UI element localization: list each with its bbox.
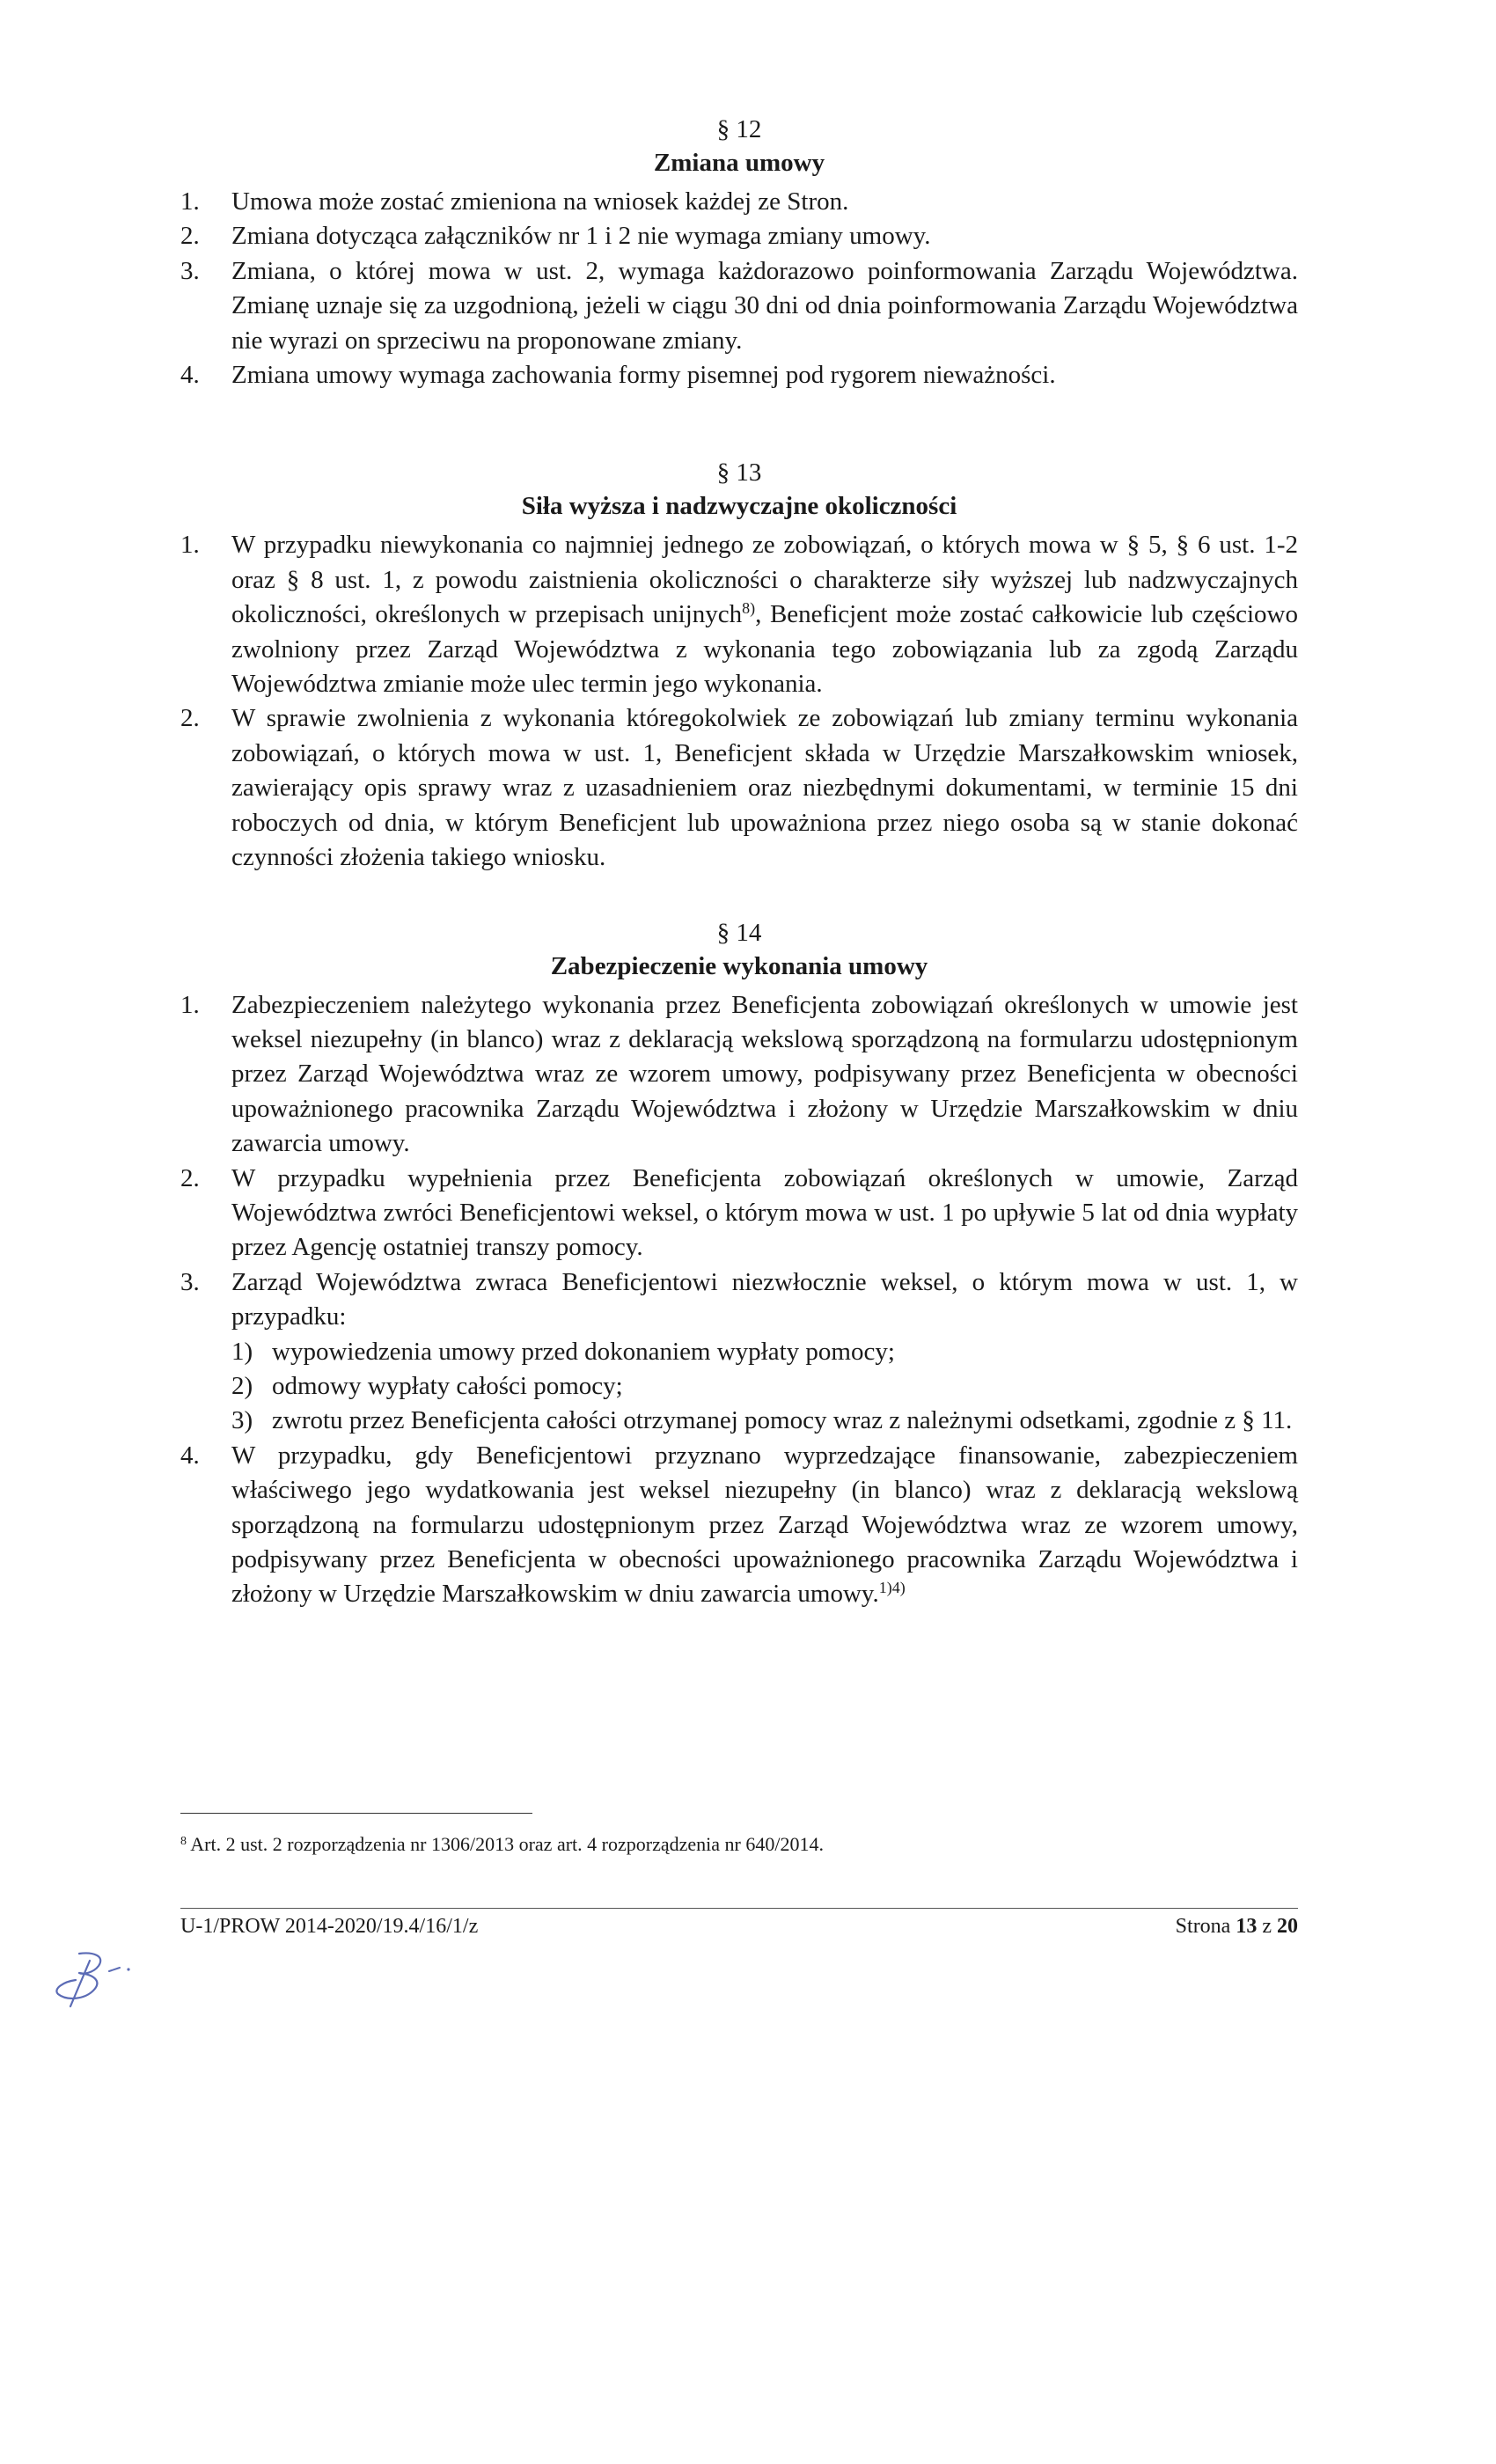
sub-item-number: 2) — [231, 1371, 253, 1400]
section-12 — [180, 113, 1298, 392]
sub-item-text: wypowiedzenia umowy przed dokonaniem wypłaty pomocy; — [272, 1337, 895, 1366]
sub-list-item — [231, 1404, 1298, 1438]
footnote-mark: 8 — [180, 1835, 187, 1848]
item-number: 1. — [180, 187, 200, 216]
list-item — [180, 528, 1298, 701]
list-item — [180, 1439, 1298, 1612]
footnote-divider — [180, 1813, 532, 1814]
item-number: 3. — [180, 1267, 200, 1296]
section-number: § 12 — [716, 115, 762, 143]
item-text: Zmiana, o której mowa w ust. 2, wymaga każdorazowo poinformowania Zarządu Województwa. Zmianę uznaje się za uzgodnioną, jeżeli w ciągu 30 dni od dnia poinformowania Zarządu Województwa nie wyrazi on sprzeciwu na proponowane zmiany. — [231, 256, 1298, 355]
list-item — [180, 1162, 1298, 1265]
list-item — [180, 1265, 1298, 1439]
section-title: Zabezpieczenie wykonania umowy — [550, 951, 928, 980]
page-label: Strona — [1175, 1915, 1231, 1938]
item-number: 1. — [180, 531, 200, 560]
item-text: Zmiana dotycząca załączników nr 1 i 2 nie wymaga zmiany umowy. — [231, 222, 931, 251]
handwritten-initials — [44, 1936, 150, 2015]
list-item — [180, 219, 1298, 253]
sub-item-number: 1) — [231, 1337, 253, 1366]
page-current: 13 — [1236, 1915, 1258, 1938]
footnote-reference: 8) — [742, 599, 756, 618]
section-13 — [180, 456, 1298, 875]
item-number: 1. — [180, 990, 200, 1019]
sub-item-text: odmowy wypłaty całości pomocy; — [272, 1371, 623, 1400]
item-text: Zabezpieczeniem należytego wykonania przez Beneficjenta zobowiązań określonych w umowie jest weksel niezupełny (in blanco) wraz z deklaracją wekslową sporządzoną na formularzu udostępnionym przez Zarząd Województwa wraz ze wzorem umowy, podpisywany przez Beneficjenta w obecności upoważnionego pracownika Zarządu Województwa i złożony w Urzędzie Marszałkowskim w dniu zawarcia umowy. — [231, 990, 1298, 1158]
footnote-reference: 1)4) — [878, 1579, 906, 1597]
item-text: Umowa może zostać zmieniona na wniosek każdej ze Stron. — [231, 187, 849, 216]
page-total: 20 — [1277, 1915, 1298, 1938]
list-item — [180, 254, 1298, 358]
item-text: W sprawie zwolnienia z wykonania któregokolwiek ze zobowiązań lub zmiany terminu wykonania zobowiązań, o których mowa w ust. 1, Beneficjent składa w Urzędzie Marszałkowskim wniosek, zawierający opis sprawy wraz z uzasadnieniem oraz niezbędnymi dokumentami, w terminie 15 dni roboczych od dnia, w którym Beneficjent lub upoważniona przez niego osoba są w stanie dokonać czynności złożenia takiego wniosku. — [231, 704, 1298, 872]
page-indicator — [1176, 1913, 1298, 1940]
item-number: 4. — [180, 1441, 200, 1470]
item-number: 3. — [180, 256, 200, 285]
item-text: W przypadku, gdy Beneficjentowi przyznano wyprzedzające finansowanie, zabezpieczeniem właściwego jego wydatkowania jest weksel niezupełny (in blanco) wraz z deklaracją wekslową sporządzoną na formularzu udostępnionym przez Zarząd Województwa wraz ze wzorem umowy, podpisywany przez Beneficjenta w obecności upoważnionego pracownika Zarządu Województwa i złożony w Urzędzie Marszałkowskim w dniu zawarcia umowy. — [231, 1441, 1298, 1609]
section-number: § 13 — [716, 458, 762, 488]
item-text: , Beneficjent może zostać całkowicie lub częściowo zwolniony przez Zarząd Województwa z wykonania tego zobowiązania lub za zgodą Zarządu Województwa zmianie może ulec termin jego wykonania. — [231, 600, 1298, 699]
list-item — [180, 185, 1298, 219]
footnote — [180, 1832, 1298, 1857]
list-item — [180, 358, 1298, 392]
item-text: W przypadku wypełnienia przez Beneficjenta zobowiązań określonych w umowie, Zarząd Województwa zwróci Beneficjentowi weksel, o którym mowa w ust. 1 po upływie 5 lat od dnia wypłaty przez Agencję ostatniej transzy pomocy. — [231, 1163, 1298, 1262]
document-body — [180, 113, 1298, 1612]
list-item — [180, 988, 1298, 1162]
page-separator: z — [1262, 1915, 1272, 1938]
section-title: Zmiana umowy — [653, 149, 825, 177]
item-text: Zarząd Województwa zwraca Beneficjentowi niezwłocznie weksel, o którym mowa w ust. 1, w przypadku: — [231, 1267, 1298, 1331]
document-code: U-1/PROW 2014-2020/19.4/16/1/z — [180, 1915, 479, 1938]
section-number: § 14 — [716, 918, 762, 947]
item-number: 2. — [180, 704, 200, 733]
section-title: Siła wyższa i nadzwyczajne okoliczności — [521, 492, 957, 521]
sub-list-item — [231, 1335, 1298, 1369]
item-number: 2. — [180, 222, 200, 251]
section-14 — [180, 916, 1298, 1612]
sub-item-number: 3) — [231, 1406, 253, 1435]
item-number: 2. — [180, 1163, 200, 1192]
item-text: W przypadku niewykonania co najmniej jednego ze zobowiązań, o których mowa w § 5, § 6 ust. 1-2 oraz § 8 ust. 1, z powodu zaistnienia okoliczności o charakterze siły wyższej lub nadzwyczajnych okoliczności, określonych w przepisach unijnych — [231, 531, 1298, 629]
item-number: 4. — [180, 361, 200, 390]
sub-list — [231, 1335, 1298, 1439]
item-text: Zmiana umowy wymaga zachowania formy pisemnej pod rygorem nieważności. — [231, 361, 1056, 390]
sub-list-item — [231, 1369, 1298, 1404]
sub-item-text: zwrotu przez Beneficjenta całości otrzymanej pomocy wraz z należnymi odsetkami, zgodnie z § 11. — [272, 1406, 1293, 1435]
footer-divider — [180, 1908, 1298, 1909]
footnote-text: Art. 2 ust. 2 rozporządzenia nr 1306/2013 oraz art. 4 rozporządzenia nr 640/2014. — [190, 1833, 824, 1855]
list-item — [180, 701, 1298, 875]
